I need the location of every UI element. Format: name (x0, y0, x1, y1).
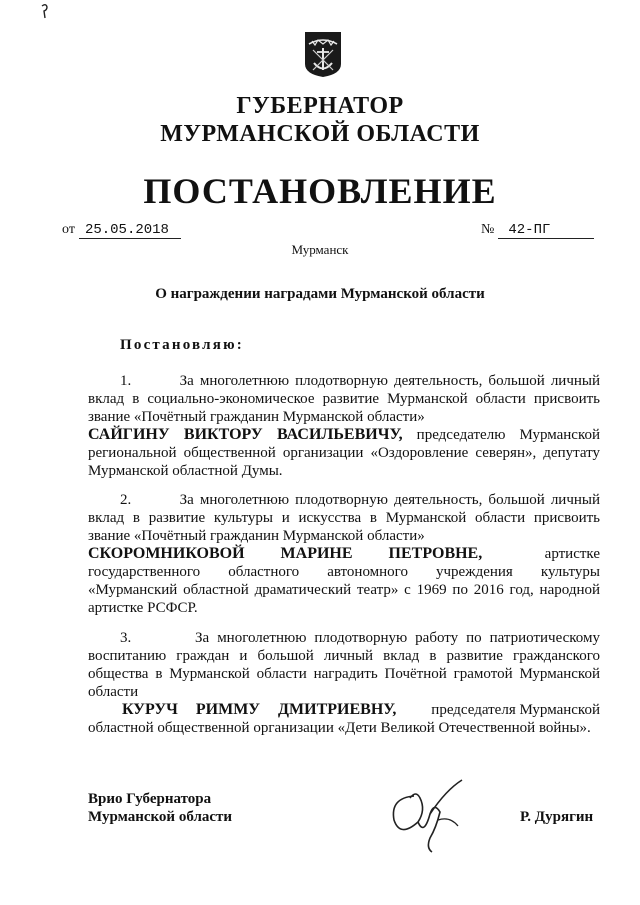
corner-mark-icon (38, 2, 52, 22)
awardee-text-line: «Мурманский областной драматический театр» с 1969 по 2016 год, народной (88, 582, 600, 598)
item-number: 3. (120, 630, 132, 646)
item-text-line: звание «Почётный гражданин Мурманской области» (88, 409, 425, 425)
item-text-line: вклад в социально-экономическое развитие Мурманской области присвоить (88, 391, 600, 407)
awardee-text-line: председателю Мурманской (416, 427, 601, 443)
decree-item-1 (88, 372, 600, 480)
date-field (62, 220, 181, 239)
awardee-name: КУРУЧ РИММУ ДМИТРИЕВНУ, (122, 701, 397, 718)
awardee-text-line: региональной общественной организации «Оздоровление северян», депутату (88, 445, 600, 461)
item-text-line: За многолетнюю плодотворную работу по патриотическому (195, 630, 600, 646)
document-date: 25.05.2018 (79, 223, 181, 239)
signatory-position-line1: Врио Губернатора (88, 791, 212, 807)
awardee-text-line: артистке РСФСР. (88, 600, 198, 616)
awardee-text-line: председателя Мурманской (431, 702, 600, 718)
awardee-text-line: Мурманской областной Думы. (88, 463, 283, 479)
signatory-name: Р. Дурягин (520, 809, 594, 825)
awardee-name: САЙГИНУ ВИКТОРУ ВАСИЛЬЕВИЧУ, (88, 426, 403, 443)
document-type-title: ПОСТАНОВЛЕНИЕ (143, 171, 497, 211)
document-subject: О награждении наградами Мурманской области (155, 286, 485, 302)
document-number: 42-ПГ (498, 223, 594, 239)
coat-of-arms-emblem (303, 30, 343, 78)
item-text-line: воспитанию граждан и большой личный вклад в развитие гражданского (88, 648, 600, 664)
signatory-position (88, 790, 232, 826)
signatory-position-line2: Мурманской области (88, 809, 233, 825)
number-prefix: № (481, 222, 495, 237)
awardee-text-line: артистке (544, 546, 600, 562)
number-field (481, 220, 594, 239)
item-text-line: общества в Мурманской области наградить Почётной грамотой Мурманской (88, 666, 600, 682)
issuer-title-line2: МУРМАНСКОЙ ОБЛАСТИ (160, 121, 480, 147)
awardee-text-line: областной общественной организации «Дети Великой Отечественной войны». (88, 720, 591, 736)
date-prefix: от (62, 222, 75, 237)
item-text-line: вклад в развитие культуры и искусства в Мурманской области присвоить (88, 510, 600, 526)
handwritten-signature (380, 776, 470, 856)
decree-item-3 (88, 629, 600, 737)
decree-item-2 (88, 491, 600, 617)
item-number: 2. (120, 492, 132, 508)
awardee-text-line: государственного областного автономного учреждения культуры (88, 564, 600, 580)
item-text-line: За многолетнюю плодотворную деятельность, большой личный (179, 373, 601, 389)
item-text-line: За многолетнюю плодотворную деятельность, большой личный (179, 492, 601, 508)
item-text-line: области (88, 684, 139, 700)
issuer-title-line1: ГУБЕРНАТОР (236, 93, 404, 119)
awardee-name: СКОРОМНИКОВОЙ МАРИНЕ ПЕТРОВНЕ, (88, 545, 483, 562)
item-number: 1. (120, 373, 132, 389)
city-label: Мурманск (291, 242, 349, 257)
decree-word: Постановляю: (120, 337, 244, 353)
item-text-line: звание «Почётный гражданин Мурманской области» (88, 528, 425, 544)
